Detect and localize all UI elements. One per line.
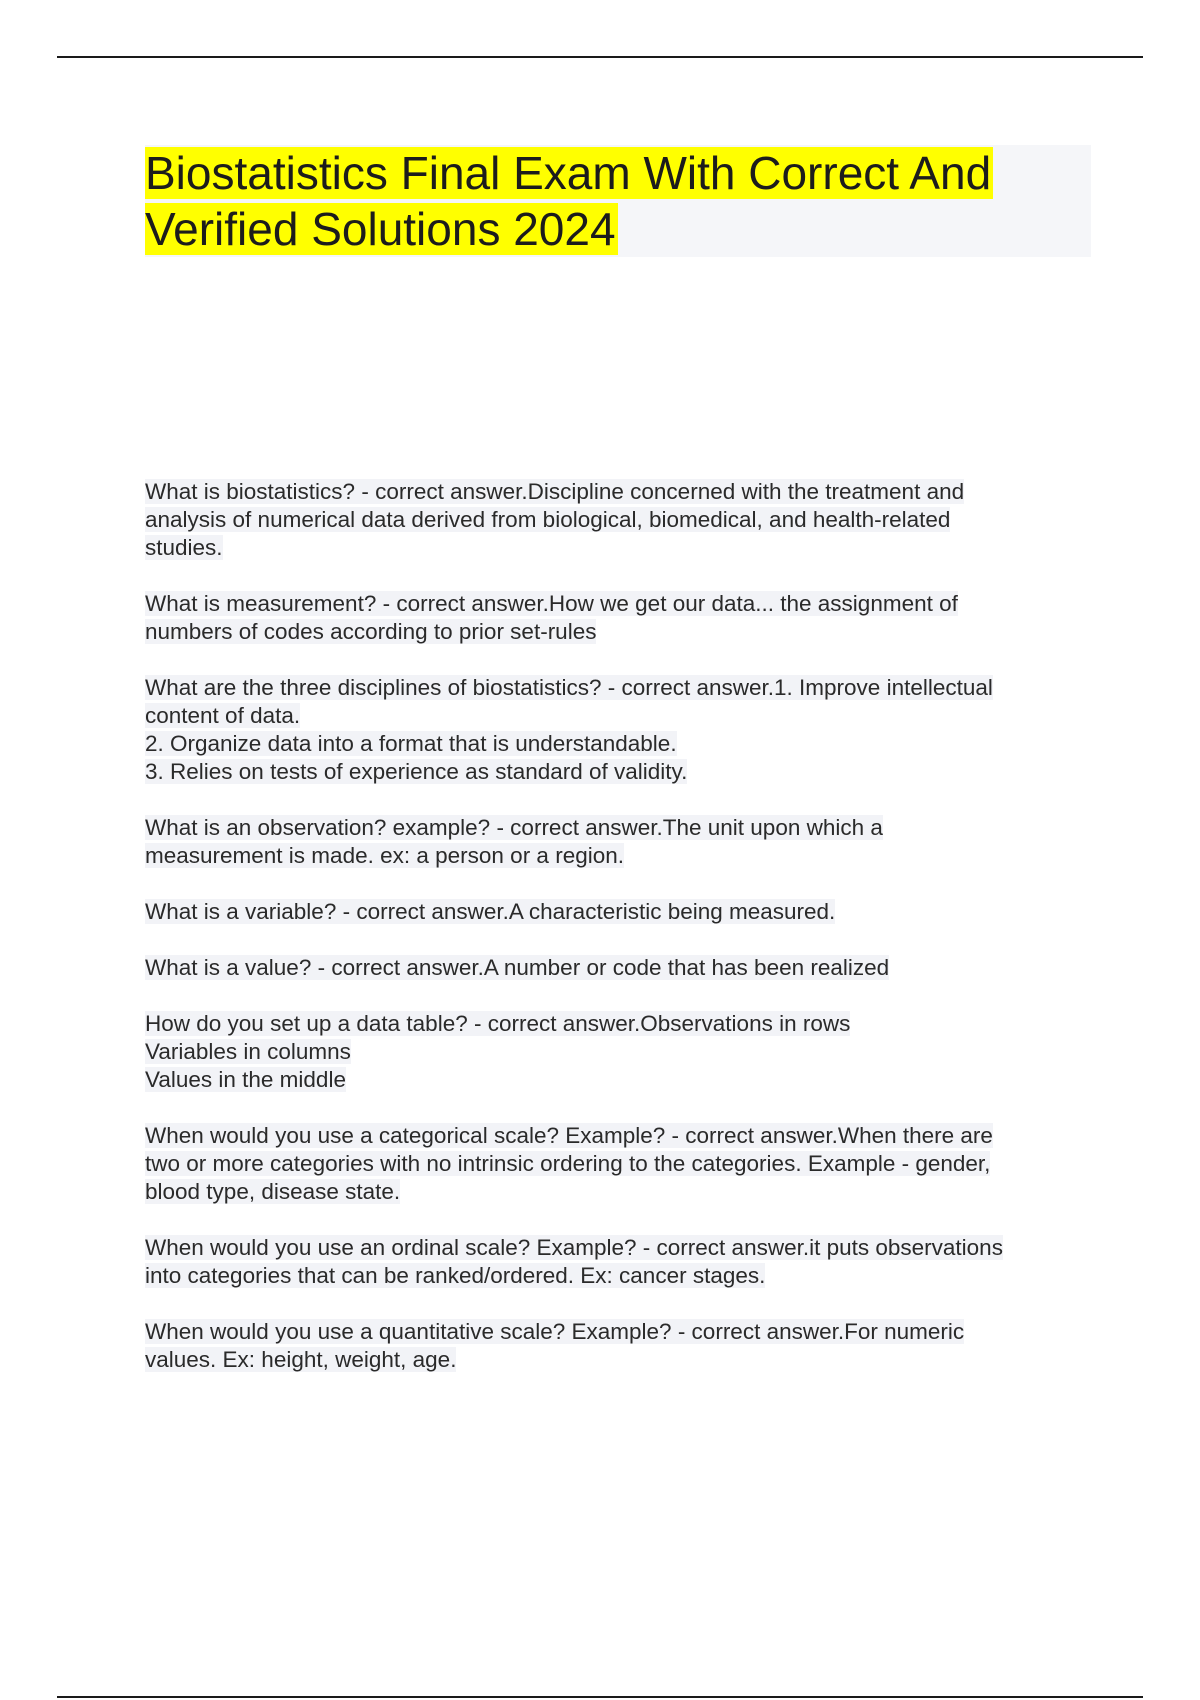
qa-line-text: studies. xyxy=(145,535,223,560)
qa-line xyxy=(145,702,1075,730)
qa-line-text: Values in the middle xyxy=(145,1067,346,1092)
qa-line-text: When would you use a quantitative scale? Example? - correct answer.For numeric xyxy=(145,1319,965,1344)
qa-line xyxy=(145,954,1075,982)
qa-line-text: What is biostatistics? - correct answer.Discipline concerned with the treatment and xyxy=(145,479,965,504)
qa-line-text: What are the three disciplines of biostatistics? - correct answer.1. Improve intellectual xyxy=(145,675,993,700)
qa-item xyxy=(145,1010,1075,1094)
qa-line-text: content of data. xyxy=(145,703,301,728)
qa-line-text: What is an observation? example? - correct answer.The unit upon which a xyxy=(145,815,883,840)
qa-item xyxy=(145,1122,1075,1206)
qa-list xyxy=(145,478,1075,1402)
qa-line xyxy=(145,1038,1075,1066)
qa-line xyxy=(145,618,1075,646)
qa-line xyxy=(145,814,1075,842)
qa-line-text: analysis of numerical data derived from biological, biomedical, and health-related xyxy=(145,507,951,532)
qa-item xyxy=(145,814,1075,870)
qa-line xyxy=(145,1262,1075,1290)
qa-line xyxy=(145,898,1075,926)
qa-line xyxy=(145,1150,1075,1178)
qa-line-text: into categories that can be ranked/ordered. Ex: cancer stages. xyxy=(145,1263,766,1288)
qa-line xyxy=(145,1178,1075,1206)
qa-line xyxy=(145,674,1075,702)
qa-line-text: two or more categories with no intrinsic ordering to the categories. Example - gender, xyxy=(145,1151,991,1176)
qa-line-text: Variables in columns xyxy=(145,1039,351,1064)
qa-line-text: numbers of codes according to prior set-rules xyxy=(145,619,597,644)
qa-line-text: How do you set up a data table? - correct answer.Observations in rows xyxy=(145,1011,851,1036)
qa-line-text: blood type, disease state. xyxy=(145,1179,401,1204)
qa-line-text: What is a value? - correct answer.A number or code that has been realized xyxy=(145,955,890,980)
qa-item xyxy=(145,674,1075,786)
title-line: Verified Solutions 2024 xyxy=(145,203,616,255)
qa-line xyxy=(145,534,1075,562)
qa-line xyxy=(145,758,1075,786)
title-block xyxy=(145,145,1091,257)
qa-line-text: values. Ex: height, weight, age. xyxy=(145,1347,457,1372)
qa-line xyxy=(145,730,1075,758)
qa-line xyxy=(145,1234,1075,1262)
qa-line-text: What is measurement? - correct answer.How we get our data... the assignment of xyxy=(145,591,958,616)
qa-line xyxy=(145,1346,1075,1374)
qa-line-text: 2. Organize data into a format that is understandable. xyxy=(145,731,677,756)
qa-item xyxy=(145,478,1075,562)
qa-line xyxy=(145,842,1075,870)
header-rule xyxy=(57,56,1143,58)
title-line: Biostatistics Final Exam With Correct And xyxy=(145,147,992,199)
qa-line xyxy=(145,1122,1075,1150)
qa-item xyxy=(145,898,1075,926)
qa-item xyxy=(145,1318,1075,1374)
qa-line xyxy=(145,506,1075,534)
qa-line-text: When would you use a categorical scale? Example? - correct answer.When there are xyxy=(145,1123,993,1148)
document-title xyxy=(145,145,1091,257)
qa-line-text: 3. Relies on tests of experience as standard of validity. xyxy=(145,759,688,784)
qa-line-text: measurement is made. ex: a person or a region. xyxy=(145,843,624,868)
qa-line-text: When would you use an ordinal scale? Example? - correct answer.it puts observations xyxy=(145,1235,1003,1260)
qa-item xyxy=(145,1234,1075,1290)
qa-line xyxy=(145,1066,1075,1094)
qa-line xyxy=(145,478,1075,506)
qa-item xyxy=(145,590,1075,646)
qa-line xyxy=(145,1010,1075,1038)
qa-line xyxy=(145,590,1075,618)
qa-line xyxy=(145,1318,1075,1346)
qa-line-text: What is a variable? - correct answer.A characteristic being measured. xyxy=(145,899,836,924)
qa-item xyxy=(145,954,1075,982)
footer-rule xyxy=(57,1696,1143,1698)
